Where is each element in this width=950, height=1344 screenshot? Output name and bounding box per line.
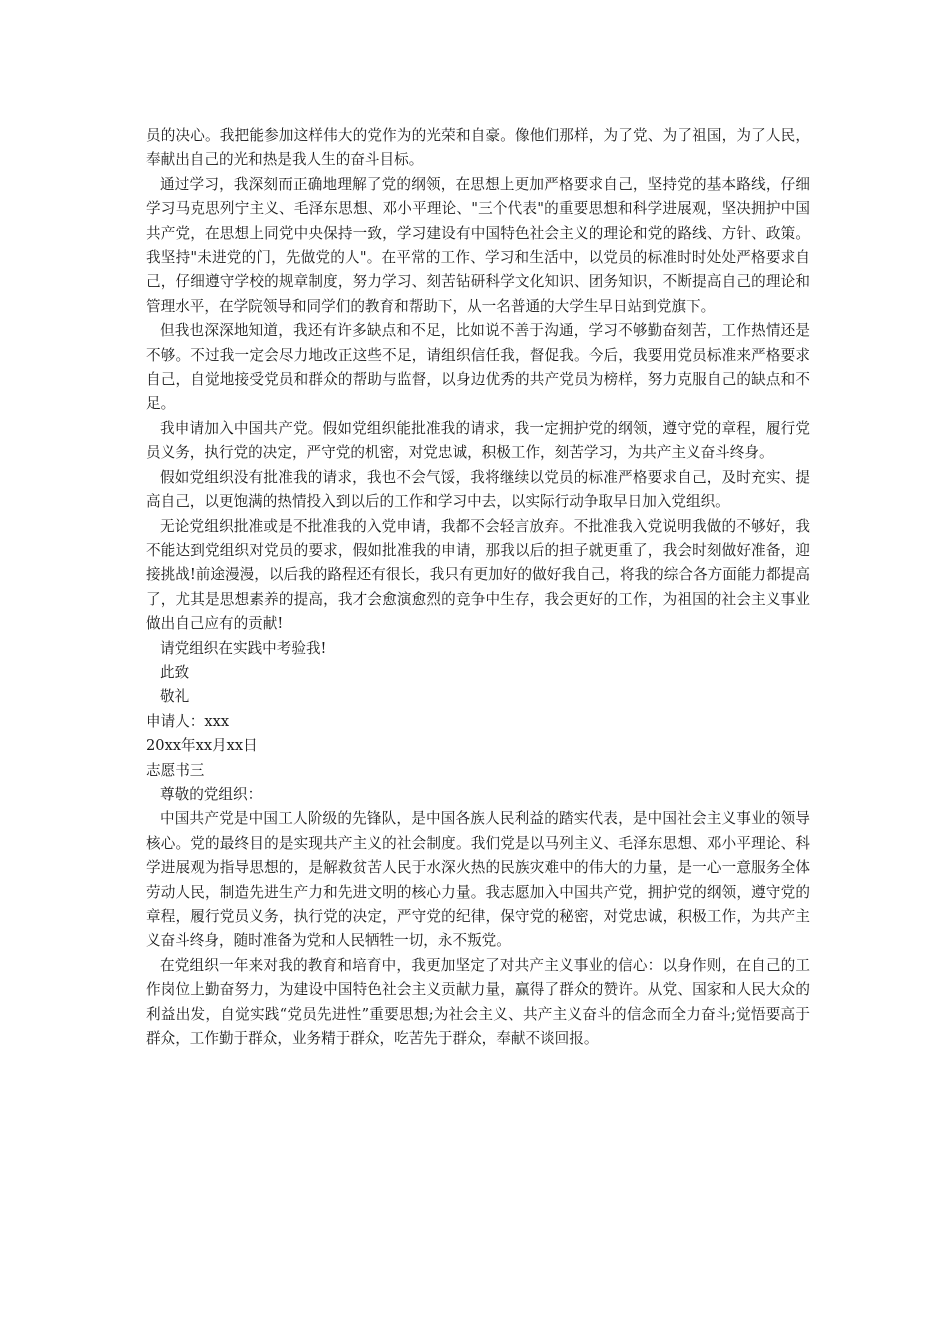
paragraph-application: 我申请加入中国共产党。假如党组织能批准我的请求，我一定拥护党的纲领，遵守党的章程，履行党员义务，执行党的决定，严守党的机密，对党忠诚，积极工作，刻苦学习，为共产主义奋斗终身。	[146, 419, 810, 462]
paragraph-if-rejected: 假如党组织没有批准我的请求，我也不会气馁，我将继续以党员的标准严格要求自己，及时充实、提高自己，以更饱满的热情投入到以后的工作和学习中去，以实际行动争取早日加入党组织。	[146, 468, 810, 511]
section-title: 志愿书三	[146, 761, 205, 779]
paragraph-party-intro: 中国共产党是中国工人阶级的先锋队，是中国各族人民利益的踏实代表，是中国社会主义事业的领导核心。党的最终目的是实现共产主义的社会制度。我们党是以马列主义、毛泽东思想、邓小平理论、科学进展观为指导思想的，是解救贫苦人民于水深火热的民族灾难中的伟大的力量，是一心一意服务全体劳动人民，制造先进生产力和先进文明的核心力量。我志愿加入中国共产党，拥护党的纲领，遵守党的章程，履行党员义务，执行党的决定，严守党的纪律，保守党的秘密，对党忠诚，积极工作，为共产主义奋斗终身，随时准备为党和人民牺牲一切，永不叛党。	[146, 810, 810, 950]
paragraph-regardless: 无论党组织批准或是不批准我的入党申请，我都不会轻言放弃。不批准我入党说明我做的不够好，我不能达到党组织对党员的要求，假如批准我的申请，那我以后的担子就更重了，我会时刻做好准备，迎接挑战!前途漫漫，以后我的路程还有很长，我只有更加好的做好我自己，将我的综合各方面能力都提高了，尤其是思想素养的提高，我才会愈演愈烈的竞争中生存，我会更好的工作，为祖国的社会主义事业做出自己应有的贡献!	[146, 517, 810, 633]
application-date: 20xx年xx月xx日	[146, 737, 258, 755]
closing-jingli: 敬礼	[160, 688, 190, 706]
paragraph-shortcomings: 但我也深深地知道，我还有许多缺点和不足，比如说不善于沟通，学习不够勤奋刻苦，工作热情还是不够。不过我一定会尽力地改正这些不足，请组织信任我，督促我。今后，我要用党员标准来严格要求自己，自觉地接受党员和群众的帮助与监督，以身边优秀的共产党员为榜样，努力克服自己的缺点和不足。	[146, 322, 810, 413]
applicant-name: 申请人：xxx	[146, 712, 230, 730]
closing-cizhi: 此致	[160, 663, 190, 681]
paragraph-study: 通过学习，我深刻而正确地理解了党的纲领，在思想上更加严格要求自己，坚持党的基本路线，仔细学习马克思列宁主义、毛泽东思想、邓小平理论、"三个代表"的重要思想和科学进展观，坚决拥护中国共产党，在思想上同党中央保持一致，学习建设有中国特色社会主义的理论和党的路线、方针、政策。我坚持"未进党的门，先做党的人"。在平常的工作、学习和生活中，以党员的标准时时处处严格要求自己，仔细遵守学校的规章制度，努力学习、刻苦钻研科学文化知识、团务知识，不断提高自己的理论和管理水平，在学院领导和同学们的教育和帮助下，从一名普通的大学生早日站到党旗下。	[146, 175, 810, 315]
paragraph-continuation: 员的决心。我把能参加这样伟大的党作为的光荣和自豪。像他们那样，为了党、为了祖国，为了人民，奉献出自己的光和热是我人生的奋斗目标。	[146, 127, 810, 169]
closing-request: 请党组织在实践中考验我!	[160, 639, 327, 657]
document-page	[146, 124, 810, 1051]
salutation: 尊敬的党组织：	[160, 785, 263, 803]
paragraph-education: 在党组织一年来对我的教育和培育中，我更加坚定了对共产主义事业的信心：以身作则，在自己的工作岗位上勤奋努力，为建设中国特色社会主义贡献力量，赢得了群众的赞许。从党、国家和人民大众的利益出发，自觉实践“党员先进性”重要思想;为社会主义、共产主义奋斗的信念而全力奋斗;觉悟要高于群众，工作勤于群众，业务精于群众，吃苦先于群众，奉献不谈回报。	[146, 956, 810, 1048]
